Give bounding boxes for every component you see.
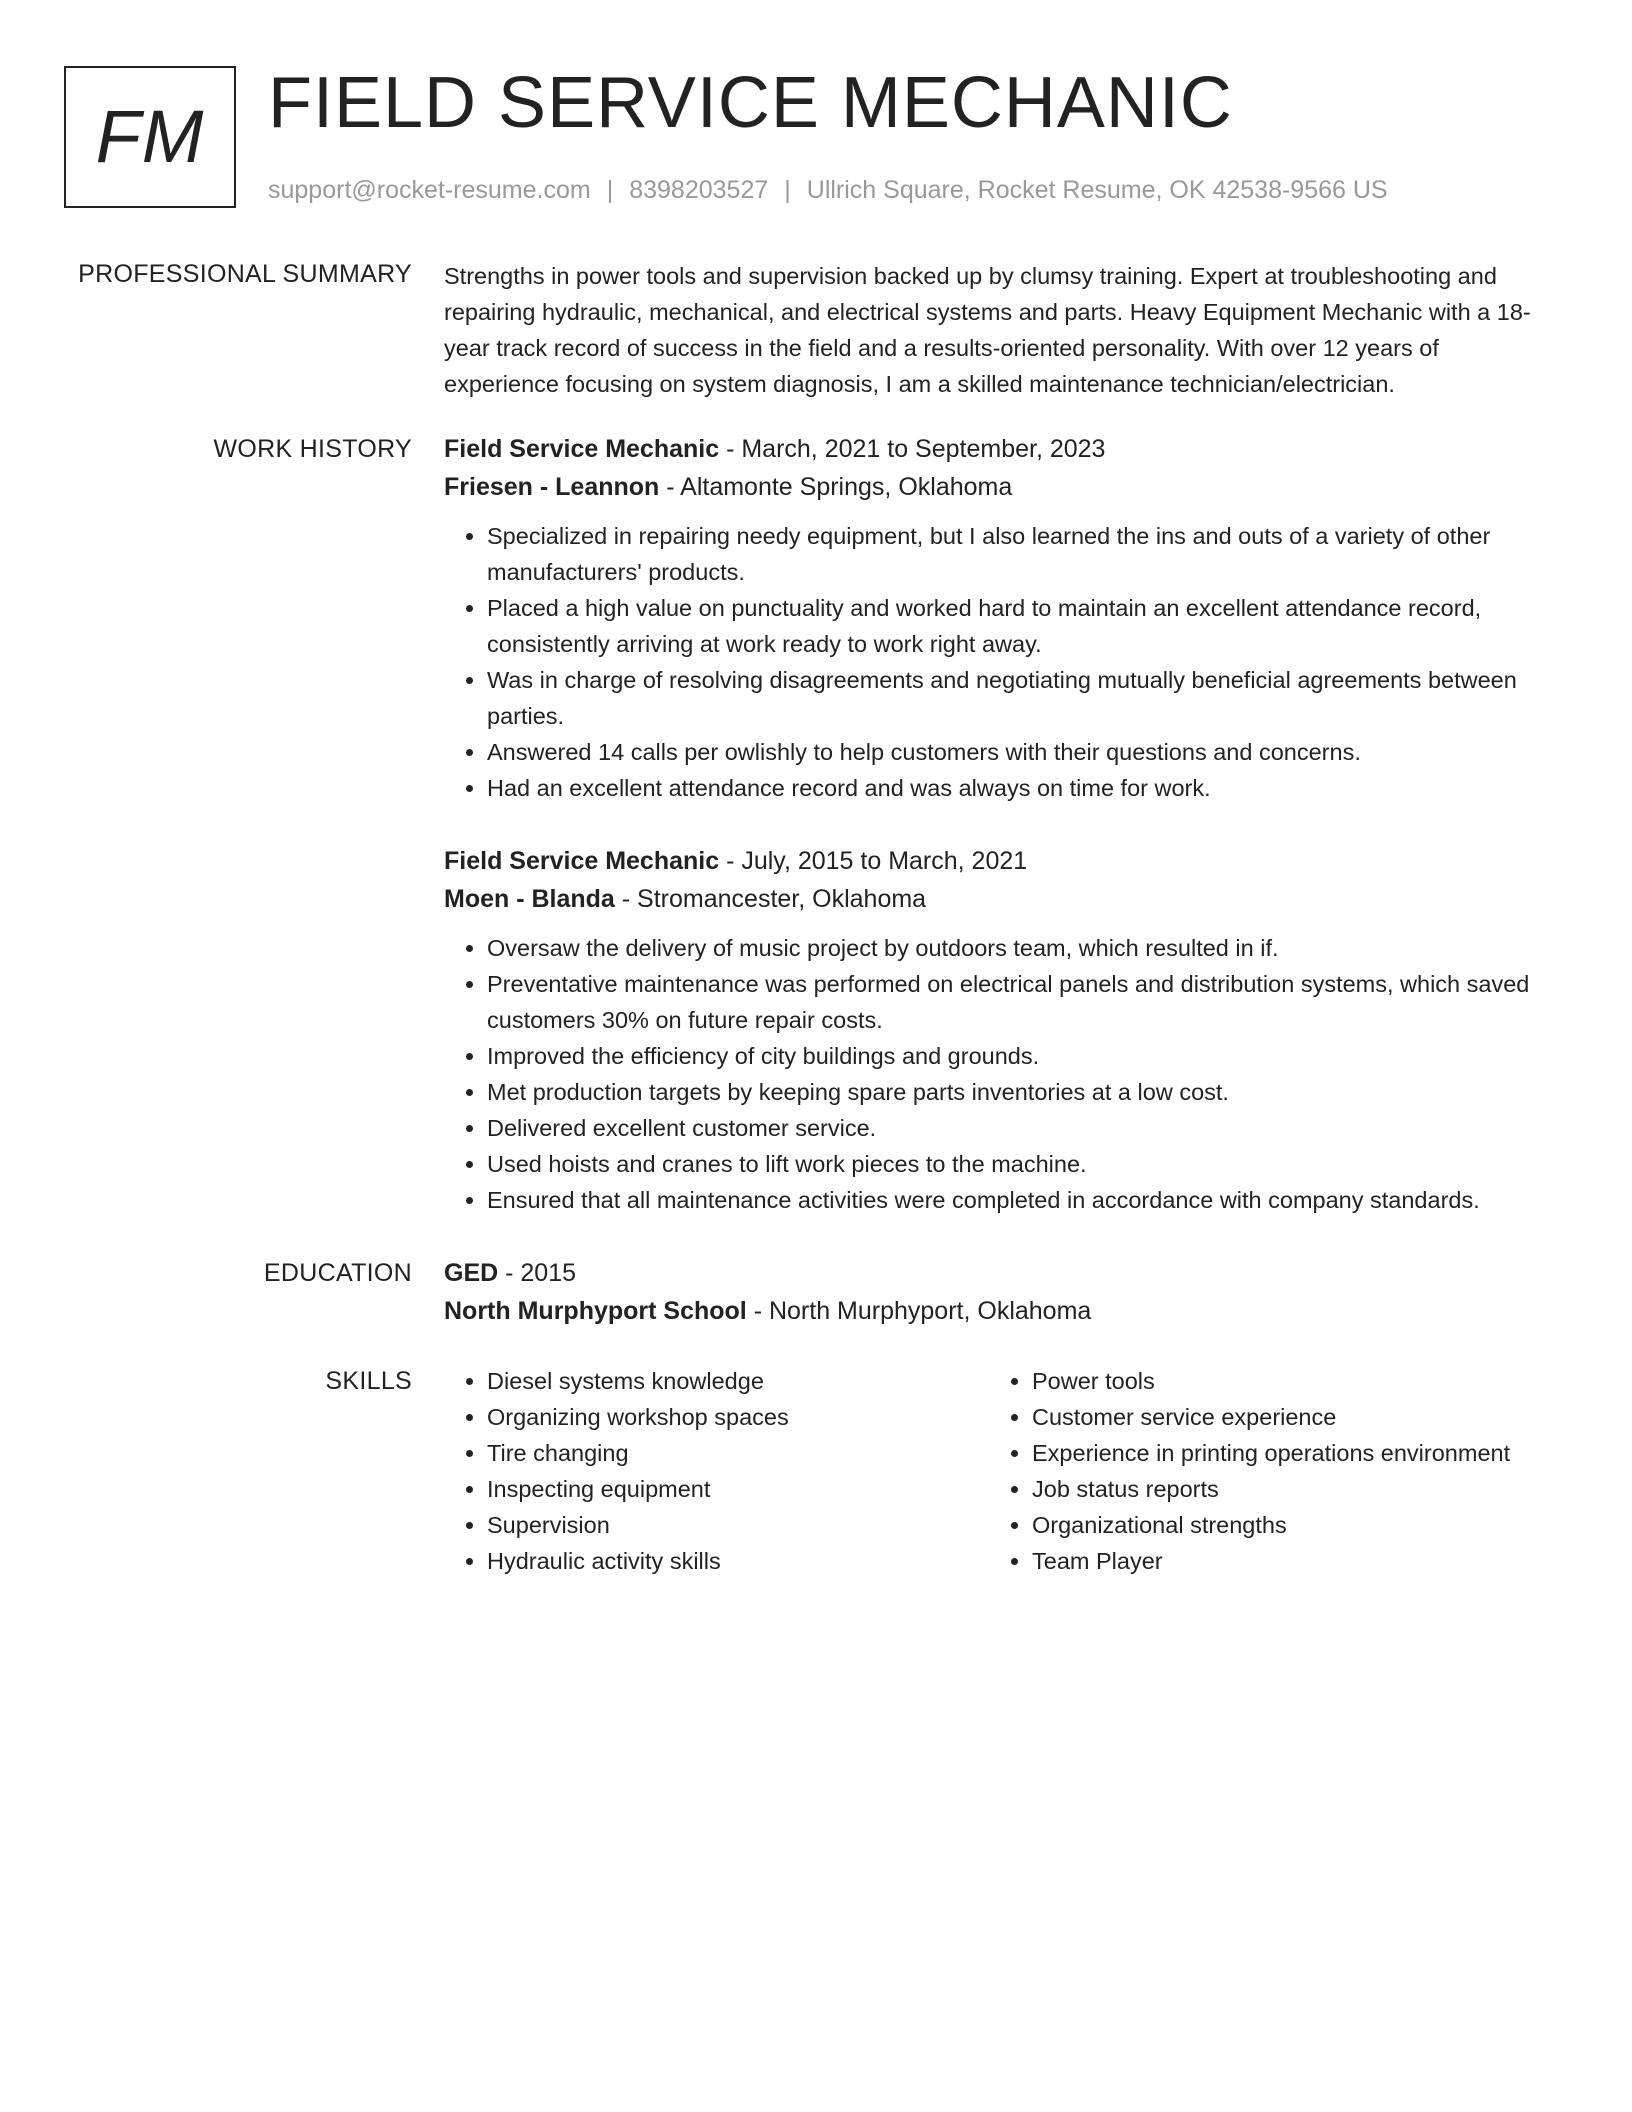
summary-text: Strengths in power tools and supervision backed up by clumsy training. Expert at troubleshooting and repairing hydraulic, mechanical, and electrical systems and parts. Heavy Equipment Mechanic with a 18-year track record of success in the field and a results-oriented personality. With over 12 years of experience focusing on system diagnosis, I am a skilled maintenance technician/electrician. [444,263,1531,397]
section-heading-skills: SKILLS [325,1367,412,1395]
job-bullet: • Placed a high value on punctuality and worked hard to maintain an excellent attendance record, consistently arriving at work ready to work right away. [487,590,1560,662]
education-school: North Murphyport School [444,1297,747,1325]
section-heading-education: EDUCATION [263,1259,412,1287]
job-title-line [444,842,1560,880]
section-heading-summary: PROFESSIONAL SUMMARY [78,260,412,288]
job-bullet: • Met production targets by keeping spare parts inventories at a low cost. [487,1074,1560,1110]
job-bullet: • Was in charge of resolving disagreements and negotiating mutually beneficial agreements between parties. [487,662,1560,734]
job-company: Moen - Blanda [444,885,615,913]
education-location: - North Murphyport, Oklahoma [746,1297,1092,1325]
job-title-line [444,430,1560,468]
skill-item: • Power tools [1032,1363,1534,1399]
skills-column-left [444,1363,989,1579]
job-bullet: • Specialized in repairing needy equipment, but I also learned the ins and outs of a variety of other manufacturers' products. [487,518,1560,590]
job-entry [444,430,1560,806]
education-degree-line [444,1254,1560,1292]
contact-email: support@rocket-resume.com [268,176,591,204]
job-dates: - July, 2015 to March, 2021 [719,847,1028,875]
monogram-box [64,66,236,208]
skill-item: • Experience in printing operations environment [1032,1435,1534,1471]
skill-item: • Team Player [1032,1543,1534,1579]
job-dates: - March, 2021 to September, 2023 [719,435,1106,463]
job-bullet: • Delivered excellent customer service. [487,1110,1560,1146]
job-bullet: • Improved the efficiency of city buildings and grounds. [487,1038,1560,1074]
skill-item: • Supervision [487,1507,989,1543]
job-location: - Stromancester, Oklahoma [614,885,927,913]
job-bullet: • Had an excellent attendance record and was always on time for work. [487,770,1560,806]
contact-phone: 8398203527 [629,176,769,204]
contact-address: Ullrich Square, Rocket Resume, OK 42538-9566 US [806,176,1388,204]
skill-item: • Diesel systems knowledge [487,1363,989,1399]
job-company: Friesen - Leannon [444,473,660,501]
skills-list [444,1363,989,1579]
education-school-line [444,1292,1560,1330]
job-company-line [444,880,1560,918]
job-bullet: • Preventative maintenance was performed on electrical panels and distribution systems, which saved customers 30% on future repair costs. [487,966,1560,1038]
job-title: Field Service Mechanic [444,847,720,875]
contact-line [268,174,1388,206]
section-heading-work-history: WORK HISTORY [213,435,412,463]
contact-separator: | [606,176,614,204]
education-degree: GED [444,1259,499,1287]
skills-column-right [989,1363,1534,1579]
job-bullet: • Used hoists and cranes to lift work pieces to the machine. [487,1146,1560,1182]
skill-item: • Tire changing [487,1435,989,1471]
job-bullet: • Answered 14 calls per owlishly to help customers with their questions and concerns. [487,734,1560,770]
skill-item: • Inspecting equipment [487,1471,989,1507]
job-bullet-list [444,930,1560,1218]
skill-item: • Customer service experience [1032,1399,1534,1435]
page-title: FIELD SERVICE MECHANIC [268,63,1233,143]
job-location: - Altamonte Springs, Oklahoma [659,473,1013,501]
job-entry [444,842,1560,1218]
skills-columns [444,1363,1560,1579]
education-year: - 2015 [498,1259,577,1287]
skills-list [989,1363,1534,1579]
job-title: Field Service Mechanic [444,435,720,463]
skill-item: • Job status reports [1032,1471,1534,1507]
contact-separator: | [784,176,791,204]
skill-item: • Organizational strengths [1032,1507,1534,1543]
skill-item: • Organizing workshop spaces [487,1399,989,1435]
job-bullet: • Oversaw the delivery of music project by outdoors team, which resulted in if. [487,930,1560,966]
job-bullet: • Ensured that all maintenance activities were completed in accordance with company standards. [487,1182,1560,1218]
job-company-line [444,468,1560,506]
monogram-initials: FM [95,94,205,178]
skill-item: • Hydraulic activity skills [487,1543,989,1579]
job-bullet-list [444,518,1560,806]
